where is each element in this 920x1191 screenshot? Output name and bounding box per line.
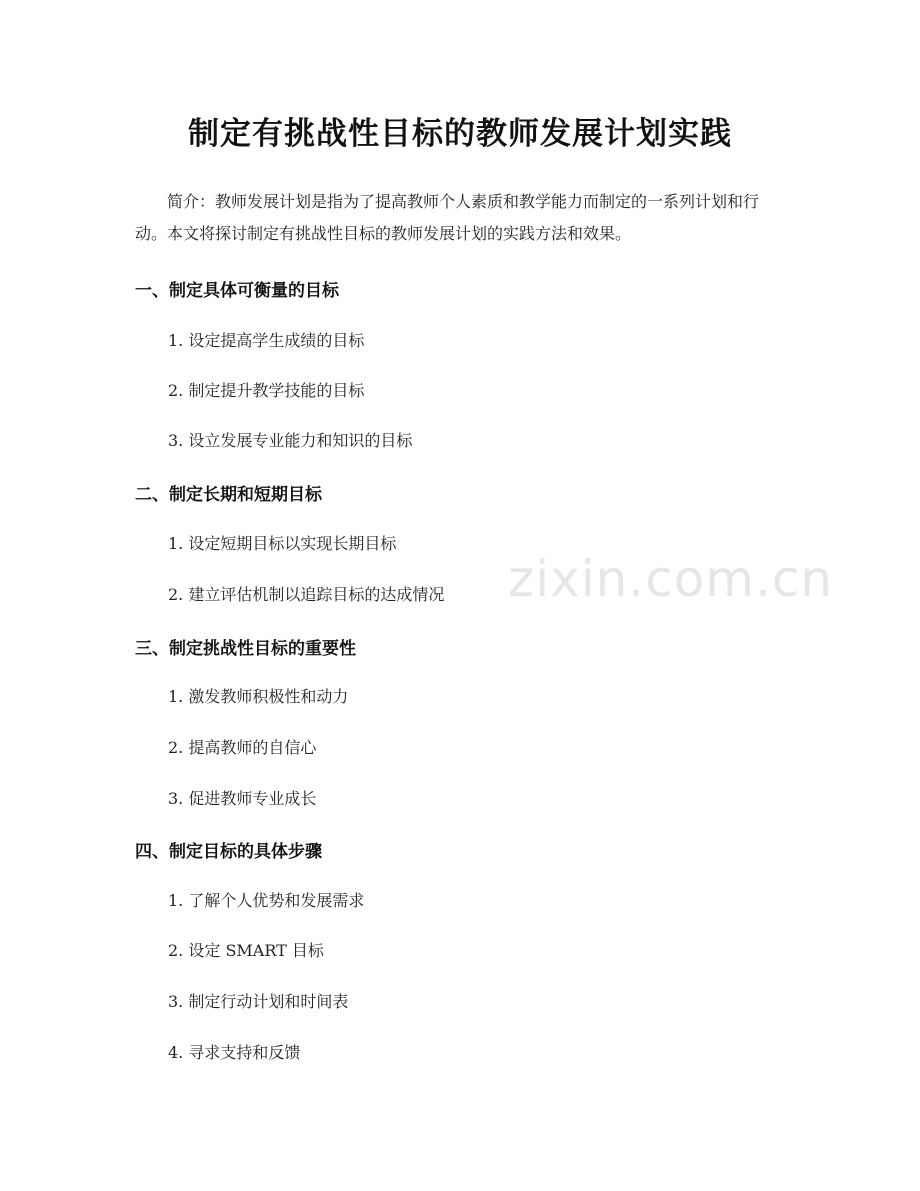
document-title: 制定有挑战性目标的教师发展计划实践 [188, 116, 732, 152]
list-item: 1. 激发教师积极性和动力 [168, 687, 349, 706]
list-item: 2. 设定 SMART 目标 [168, 941, 324, 960]
list-item: 3. 制定行动计划和时间表 [168, 992, 349, 1011]
list-item: 3. 设立发展专业能力和知识的目标 [168, 431, 413, 450]
list-item: 2. 提高教师的自信心 [168, 738, 317, 757]
list-item: 1. 设定提高学生成绩的目标 [168, 331, 365, 350]
section-heading-3: 三、制定挑战性目标的重要性 [135, 639, 356, 659]
intro-paragraph: 简介：教师发展计划是指为了提高教师个人素质和教学能力而制定的一系列计划和行动。本文将探讨制定有挑战性目标的教师发展计划的实践方法和效果。 [135, 192, 760, 243]
list-item: 1. 设定短期目标以实现长期目标 [168, 534, 397, 553]
list-item: 3. 促进教师专业成长 [168, 789, 317, 808]
section-heading-4: 四、制定目标的具体步骤 [135, 842, 322, 862]
watermark: zixin.com.cn [508, 550, 834, 608]
list-item: 2. 建立评估机制以追踪目标的达成情况 [168, 585, 445, 604]
section-heading-1: 一、制定具体可衡量的目标 [135, 281, 339, 301]
list-item: 1. 了解个人优势和发展需求 [168, 891, 365, 910]
section-heading-2: 二、制定长期和短期目标 [135, 485, 322, 505]
list-item: 4. 寻求支持和反馈 [168, 1043, 301, 1062]
list-item: 2. 制定提升教学技能的目标 [168, 381, 365, 400]
